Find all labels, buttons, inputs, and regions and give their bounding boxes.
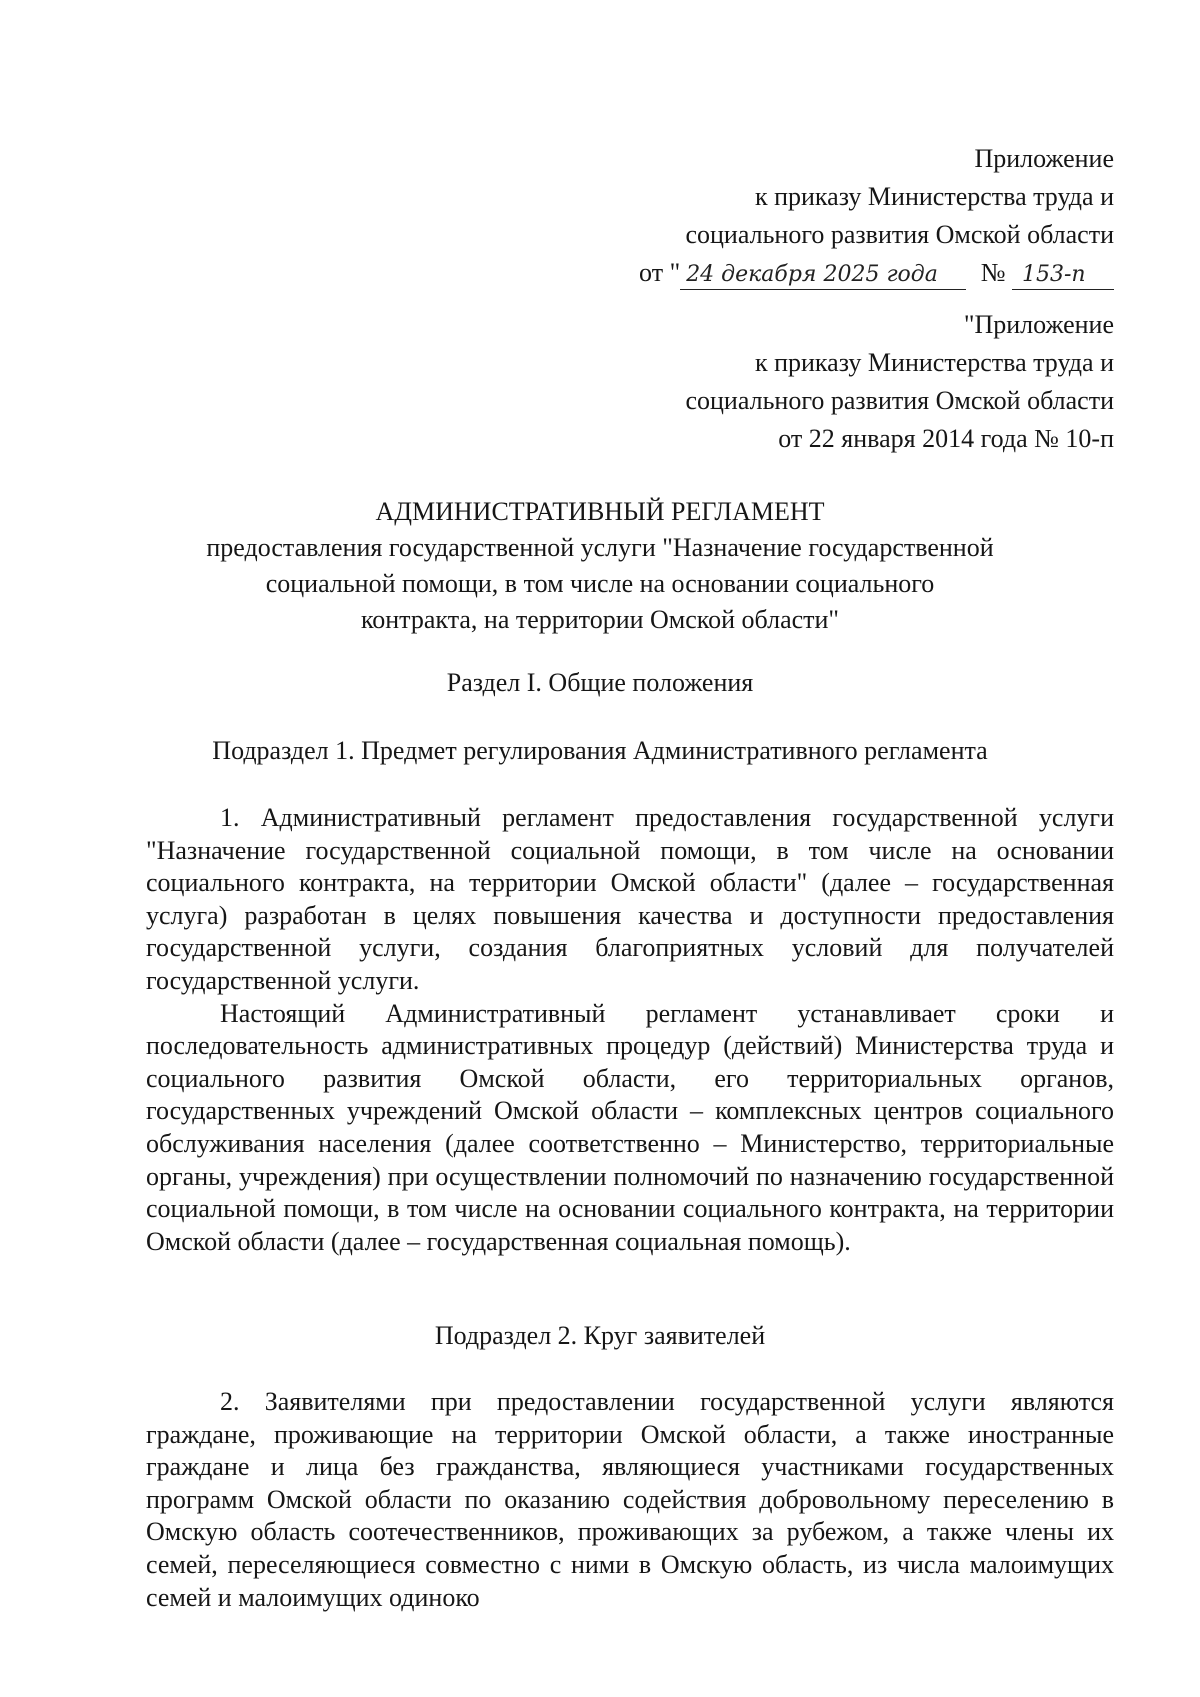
paragraph-3: 2. Заявителями при предоставлении государственной услуги являются граждане, проживающие на территории Омской области, а также иностранные граждане и лица без гражданства, являющиеся участниками государственных программ Омской области по оказанию содействия добровольному переселению в Омскую область соотечественников, проживающих за рубежом, а также члены их семей, переселяющиеся совместно с ними в Омскую область, из числа малоимущих семей и малоимущих одиноко: [146, 1387, 1114, 1612]
paragraph-1: 1. Административный регламент предоставления государственной услуги "Назначение государственной социальной помощи, в том числе на основании социального контракта, на территории Омской области" (далее – государственная услуга) разработан в целях повышения качества и доступности предоставления государственной услуги, создания благоприятных условий для получателей государственной услуги.: [146, 803, 1114, 995]
appendix-header-new: [639, 140, 1114, 292]
title-sub-line-1: предоставления государственной услуги "Назначение государственной: [206, 533, 994, 562]
title-main: АДМИНИСТРАТИВНЫЙ РЕГЛАМЕНТ: [375, 497, 825, 526]
subsection-2-heading: Подраздел 2. Круг заявителей: [434, 1321, 766, 1350]
old-appendix-ministry-line: социального развития Омской области: [685, 386, 1114, 415]
appendix-order-line: к приказу Министерства труда и: [754, 182, 1114, 211]
title-sub-line-3: контракта, на территории Омской области": [360, 605, 840, 634]
handwritten-date: 24 декабря 2025 года: [686, 262, 938, 287]
appendix-date-number-line: [639, 254, 1114, 292]
appendix-label: Приложение: [974, 144, 1114, 173]
number-prefix: №: [980, 258, 1006, 287]
handwritten-number: 153-п: [1022, 262, 1086, 287]
subsection-1-body: [146, 802, 1114, 1258]
subsection-1-heading: Подраздел 1. Предмет регулирования Административного регламента: [212, 736, 988, 765]
old-appendix-order-line: к приказу Министерства труда и: [754, 348, 1114, 377]
appendix-ministry-line: социального развития Омской области: [685, 220, 1114, 249]
date-field: [680, 259, 966, 290]
old-appendix-label: "Приложение: [963, 310, 1114, 339]
title-sub-line-2: социальной помощи, в том числе на основании социального: [265, 569, 935, 598]
appendix-header-old: [685, 306, 1114, 458]
number-field: [1012, 259, 1114, 290]
subsection-2-body: [146, 1386, 1114, 1614]
document-title: [0, 494, 1200, 638]
section-1-heading: Раздел I. Общие положения: [446, 668, 754, 697]
paragraph-2: Настоящий Административный регламент устанавливает сроки и последовательность административных процедур (действий) Министерства труда и социального развития Омской области, его территориальных органов, государственных учреждений Омской области – комплексных центров социального обслуживания населения (далее соответственно – Министерство, территориальные органы, учреждения) при осуществлении полномочий по назначению государственной социальной помощи, в том числе на основании социального контракта, на территории Омской области (далее – государственная социальная помощь).: [146, 998, 1114, 1256]
date-prefix: от ": [639, 258, 681, 287]
old-appendix-date-line: от 22 января 2014 года № 10-п: [778, 424, 1114, 453]
